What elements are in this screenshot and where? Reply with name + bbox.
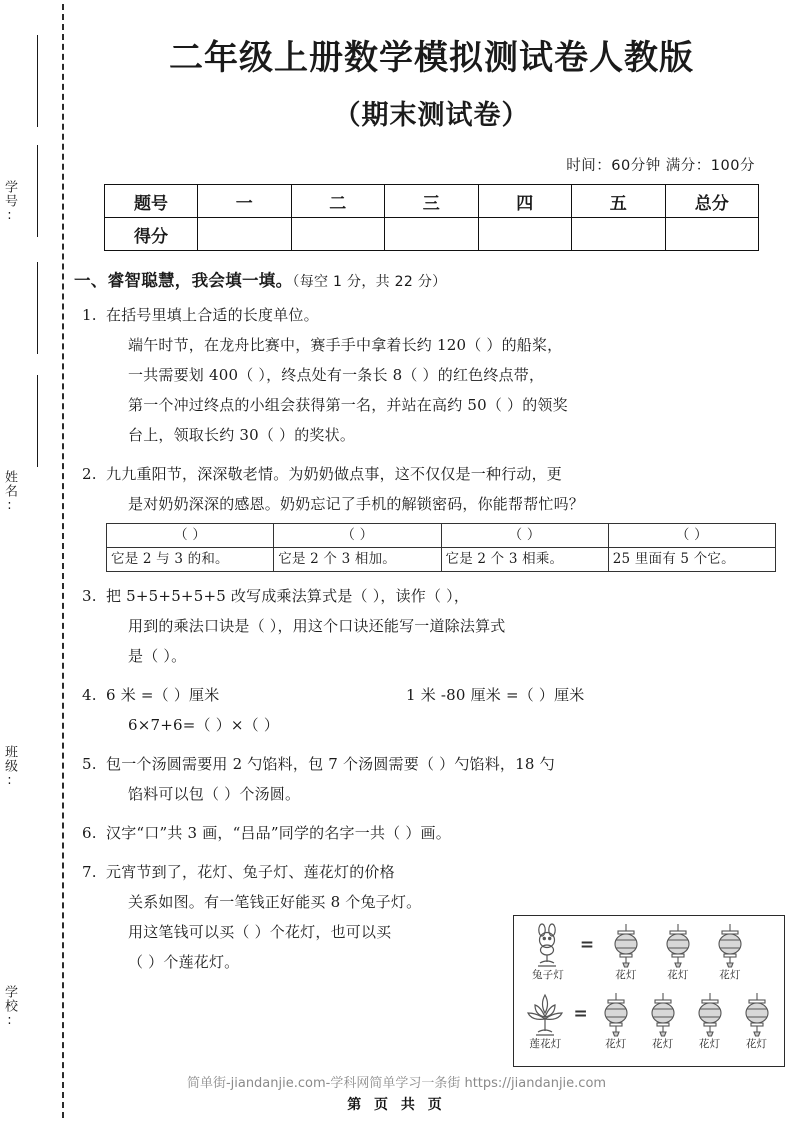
flower-lantern-label-6: 花灯 <box>698 1038 721 1050</box>
question-5-line-2: 馅料可以包（ ）个汤圆。 <box>128 785 301 803</box>
margin-label-student-id: 学号: <box>2 180 17 224</box>
q2-desc-cell-2: 它是 2 个 3 相加。 <box>274 548 441 572</box>
question-6-number: 6. <box>82 824 97 842</box>
question-1-line-3: 一共需要划 400（ ），终点处有一条长 8（ ）的红色终点带， <box>128 366 545 384</box>
exam-page <box>70 0 793 1122</box>
q2-desc-cell-3: 它是 2 个 3 相乘。 <box>441 548 608 572</box>
rabbit-lantern-item <box>522 922 574 982</box>
question-6 <box>70 818 793 848</box>
flower-lantern-icon <box>733 991 780 1037</box>
score-table-col-1: 一 <box>198 185 292 218</box>
score-cell-3[interactable] <box>385 218 479 251</box>
question-1-number: 1. <box>82 306 97 324</box>
question-4-line-1 <box>106 680 793 710</box>
question-3-line-1: 把 5+5+5+5+5 改写成乘法算式是（ ），读作（ ）， <box>106 587 470 605</box>
score-cell-4[interactable] <box>478 218 572 251</box>
flower-lantern-icon <box>592 991 639 1037</box>
margin-label-school: 学校: <box>2 985 17 1029</box>
question-1-line-2: 端午时节，在龙舟比赛中，赛手手中拿着长约 120（ ）的船桨， <box>128 336 563 354</box>
score-table-col-5: 五 <box>572 185 666 218</box>
site-watermark: 简单街-jiandanjie.com-学科网简单学习一条街 https://jiandanjie.com <box>186 1076 607 1091</box>
question-5 <box>70 749 793 809</box>
question-1-line-4: 第一个冲过终点的小组会获得第一名，并站在高约 50（ ）的领奖 <box>128 396 568 414</box>
table-row-answers <box>107 524 776 548</box>
q2-desc-cell-4: 25 里面有 5 个它。 <box>608 548 775 572</box>
question-4-expr-right: 1 米 -80 厘米 =（ ）厘米 <box>406 686 585 704</box>
page-title: 二年级上册数学模拟测试卷人教版 <box>169 38 694 78</box>
flower-lantern-icon <box>652 922 704 968</box>
question-4 <box>70 680 793 740</box>
question-7-line-4: （ ）个莲花灯。 <box>128 953 240 971</box>
section-one-points: （每空 1 分，共 22 分） <box>292 274 447 290</box>
section-one-heading <box>74 267 793 291</box>
seal-rule-2 <box>37 145 38 237</box>
margin-label-class: 班级: <box>2 745 17 789</box>
q2-desc-cell-1: 它是 2 与 3 的和。 <box>107 548 274 572</box>
lantern-row-lotus <box>518 991 780 1060</box>
flower-lantern-icon <box>600 922 652 968</box>
seal-margin-column <box>0 0 70 1122</box>
question-1-line-1: 在括号里填上合适的长度单位。 <box>106 306 319 324</box>
question-4-expr-left: 6 米 =（ ）厘米 <box>106 686 220 704</box>
exam-meta: 时间：60分钟 满分：100分 <box>566 158 755 174</box>
flower-lantern-label-7: 花灯 <box>745 1038 768 1050</box>
lotus-lantern-icon <box>522 991 569 1037</box>
question-3-number: 3. <box>82 587 97 605</box>
table-row-descriptions <box>107 548 776 572</box>
flower-lantern-item-1 <box>600 922 652 982</box>
lotus-lantern-item <box>522 991 569 1051</box>
flower-lantern-icon <box>639 991 686 1037</box>
question-6-line-1: 汉字“口”共 3 画，“吕品”同学的名字一共（ ）画。 <box>106 824 451 842</box>
equals-sign-rabbit: = <box>579 935 595 955</box>
lantern-price-figure <box>513 915 785 1067</box>
score-table-col-2: 二 <box>291 185 385 218</box>
score-cell-2[interactable] <box>291 218 385 251</box>
score-table-label-score: 得分 <box>105 218 198 251</box>
rabbit-lantern-icon <box>522 922 574 968</box>
q2-answer-cell-2[interactable]: （ ） <box>274 524 441 548</box>
score-table <box>104 184 759 251</box>
flower-lantern-icon <box>686 991 733 1037</box>
question-2-line-1: 九九重阳节，深深敬老情。为奶奶做点事，这不仅仅是一种行动，更 <box>106 465 563 483</box>
seal-rule-1 <box>37 35 38 127</box>
score-table-label-question: 题号 <box>105 185 198 218</box>
flower-lantern-item-5 <box>639 991 686 1051</box>
score-cell-total[interactable] <box>665 218 759 251</box>
score-table-col-total: 总分 <box>665 185 759 218</box>
flower-lantern-label-1: 花灯 <box>615 969 637 981</box>
seal-dashed-line <box>62 4 64 1118</box>
question-3 <box>70 581 793 671</box>
lantern-row-rabbit <box>518 922 780 991</box>
table-row-scores <box>105 218 759 251</box>
page-number-footer: 第 页 共 页 <box>347 1097 446 1113</box>
flower-lantern-item-2 <box>652 922 704 982</box>
flower-lantern-icon <box>704 922 756 968</box>
lotus-lantern-label: 莲花灯 <box>529 1038 562 1050</box>
question-7-line-1: 元宵节到了，花灯、兔子灯、莲花灯的价格 <box>106 863 395 881</box>
question-4-number: 4. <box>82 686 97 704</box>
q2-answer-cell-3[interactable]: （ ） <box>441 524 608 548</box>
flower-lantern-label-3: 花灯 <box>719 969 741 981</box>
flower-lantern-item-3 <box>704 922 756 982</box>
question-3-line-3: 是（ ）。 <box>128 647 187 665</box>
question-2-number: 2. <box>82 465 97 483</box>
question-2 <box>70 459 793 572</box>
question-1 <box>70 300 793 450</box>
section-one-title: 一、睿智聪慧，我会填一填。 <box>74 271 293 290</box>
question-4-line-2: 6×7+6=（ ）×（ ） <box>128 716 280 734</box>
question-7-line-3: 用这笔钱可以买（ ）个花灯，也可以买 <box>128 923 392 941</box>
question-7-number: 7. <box>82 863 97 881</box>
margin-label-name: 姓名: <box>2 470 17 514</box>
page-subtitle: （期末测试卷） <box>333 100 530 131</box>
question-2-line-2: 是对奶奶深深的感恩。奶奶忘记了手机的解锁密码，你能帮帮忙吗？ <box>128 495 585 513</box>
flower-lantern-label-4: 花灯 <box>605 1038 627 1050</box>
seal-rule-4 <box>37 375 38 467</box>
flower-lantern-label-2: 花灯 <box>667 969 689 981</box>
flower-lantern-item-7 <box>733 991 780 1051</box>
equals-sign-lotus: = <box>573 1004 588 1024</box>
score-cell-5[interactable] <box>572 218 666 251</box>
question-1-line-5: 台上，领取长约 30（ ）的奖状。 <box>128 426 356 444</box>
flower-lantern-label-5: 花灯 <box>652 1038 674 1050</box>
seal-rule-3 <box>37 262 38 354</box>
score-table-col-3: 三 <box>385 185 479 218</box>
flower-lantern-item-6 <box>686 991 733 1051</box>
q2-answer-cell-1[interactable]: （ ） <box>107 524 274 548</box>
question-2-table <box>106 523 776 572</box>
rabbit-lantern-label: 兔子灯 <box>531 969 565 981</box>
q2-answer-cell-4[interactable]: （ ） <box>608 524 775 548</box>
question-5-number: 5. <box>82 755 97 773</box>
score-cell-1[interactable] <box>198 218 292 251</box>
question-3-line-2: 用到的乘法口诀是（ ），用这个口诀还能写一道除法算式 <box>128 617 506 635</box>
question-7-line-2: 关系如图。有一笔钱正好能买 8 个兔子灯。 <box>128 893 422 911</box>
score-table-col-4: 四 <box>478 185 572 218</box>
flower-lantern-item-4 <box>592 991 639 1051</box>
table-row-question-numbers <box>105 185 759 218</box>
question-5-line-1: 包一个汤圆需要用 2 勺馅料，包 7 个汤圆需要（ ）勺馅料，18 勺 <box>106 755 555 773</box>
